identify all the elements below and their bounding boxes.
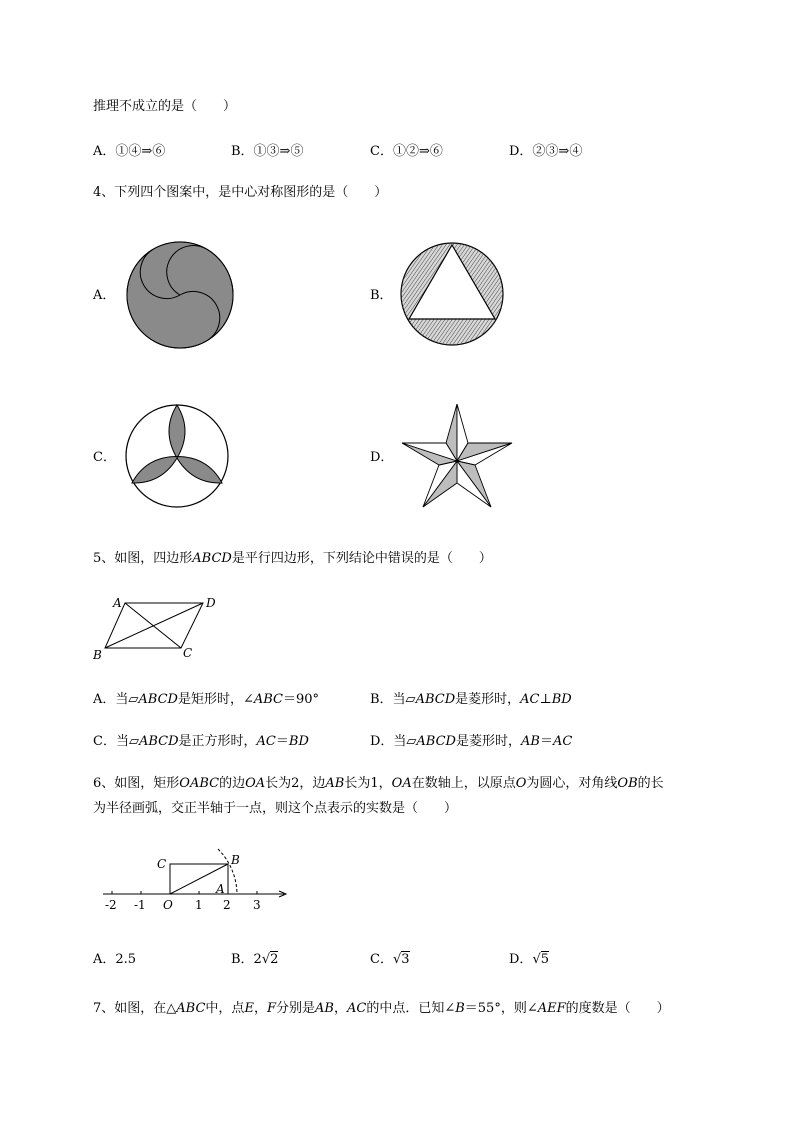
q5-option-d: D．当▱ABCD是菱形时，AB＝AC (370, 734, 573, 749)
q6-label-o: O (163, 898, 173, 912)
q4-label-c: C． (93, 450, 116, 465)
q5-label-c: C (183, 646, 193, 660)
q4-figure-b-triangle-in-circle (400, 242, 504, 346)
q4-label-a: A． (93, 288, 116, 303)
q4-label-b: B． (370, 288, 393, 303)
sqrt-symbol: √ (532, 952, 541, 967)
q3-option-b: B．①③⇒⑤ (231, 144, 304, 159)
q6-option-d: D．√5 (509, 952, 550, 967)
q4-figure-a-triskelion (125, 242, 235, 348)
tick-label-1: 1 (195, 898, 203, 912)
q6-question-line2: 为半径画弧，交正半轴于一点，则这个点表示的实数是（ ） (93, 801, 458, 816)
q5-option-b: B．当▱ABCD是菱形时，AC⊥BD (370, 692, 572, 707)
q3-option-c: C．①②⇒⑥ (370, 144, 443, 159)
q5-option-c: C．当▱ABCD是正方形时，AC＝BD (93, 734, 309, 749)
q6-option-b: B．2√2 (231, 952, 279, 967)
sqrt-symbol: √ (392, 952, 402, 967)
tick-label-2: 2 (223, 898, 231, 912)
q3-option-d: D．②③⇒④ (509, 144, 583, 159)
q4-figure-c-three-leaves (125, 404, 229, 508)
q3-continuation: 推理不成立的是（ ） (93, 99, 237, 114)
q6-option-a: A．2.5 (93, 952, 137, 967)
q4-question: 4、下列四个图案中，是中心对称图形的是（ ） (93, 185, 388, 200)
q5-parallelogram-figure (92, 595, 222, 665)
q6-option-c: C．√3 (370, 952, 410, 967)
q7-question: 7、如图，在△ABC中，点E，F分别是AB，AC的中点．已知∠B＝55°，则∠AEF的度数是（ ） (93, 1001, 670, 1016)
sqrt-symbol: √ (261, 952, 271, 967)
q3-option-a: A．①④⇒⑥ (93, 144, 166, 159)
q6-number-line-figure (100, 847, 290, 913)
tick-label-3: 3 (253, 898, 261, 912)
q4-figure-d-five-point-star (401, 403, 513, 509)
q6-label-a: A (216, 882, 225, 896)
q5-label-a: A (113, 596, 122, 610)
q6-question-line1: 6、如图，矩形OABC的边OA长为2，边AB长为1，OA在数轴上，以原点O为圆心，对角线OB的长 (93, 776, 664, 791)
q4-label-d: D． (370, 450, 394, 465)
q5-question: 5、如图，四边形ABCD是平行四边形，下列结论中错误的是（ ） (93, 551, 492, 566)
q5-label-d: D (206, 596, 216, 610)
q6-label-b: B (231, 853, 240, 867)
q6-label-c: C (157, 857, 167, 871)
tick-label-neg1: -1 (134, 898, 146, 912)
q5-label-b: B (93, 648, 102, 662)
tick-label-neg2: -2 (105, 898, 117, 912)
q5-option-a: A．当▱ABCD是矩形时，∠ABC＝90° (93, 692, 320, 707)
